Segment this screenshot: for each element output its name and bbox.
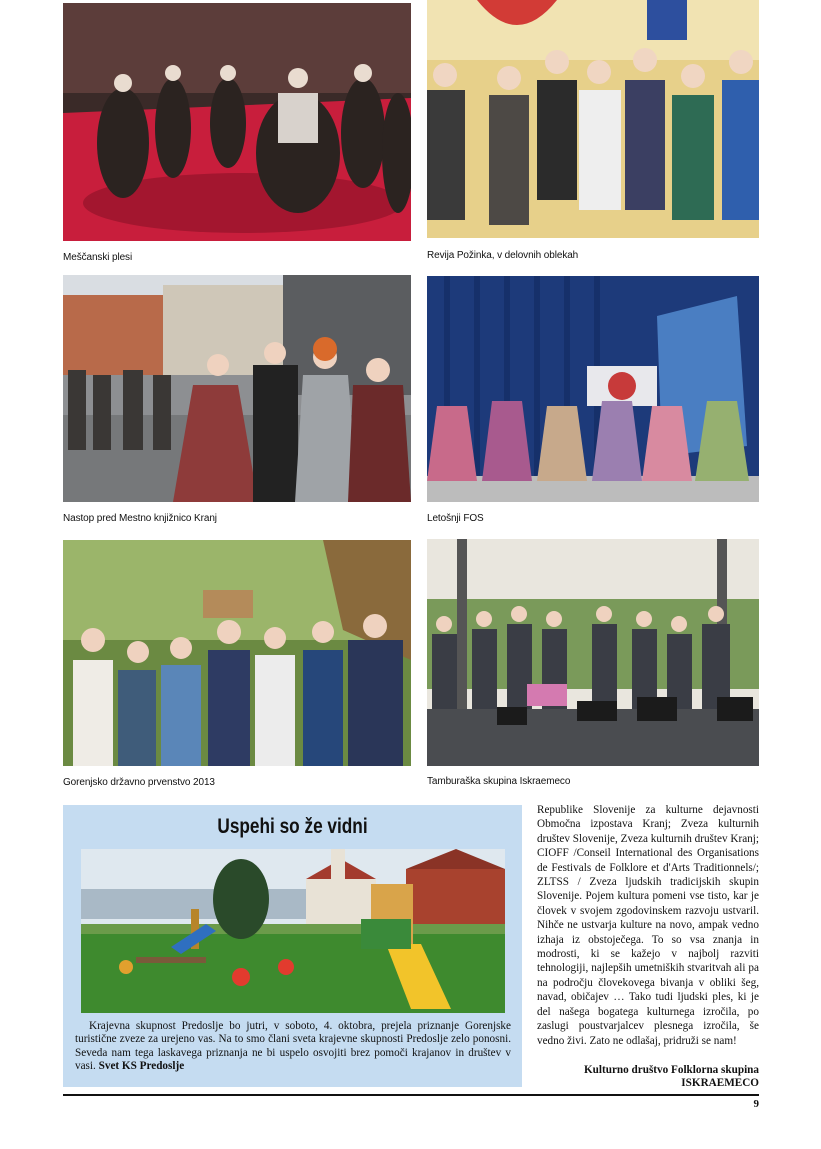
- box-signature: Svet KS Predoslje: [98, 1059, 185, 1072]
- page-number: 9: [753, 1098, 759, 1110]
- signature-line-2: ISKRAEMECO: [681, 1077, 759, 1089]
- box-text: Krajevna skupnost Predoslje bo jutri, v soboto, 4. oktobra, prejela priznanje Gorenjske turistične zveze za urejeno vas. Na to smo člani sveta krajevne skupnosti Predoslje zelo ponosni. Seveda nam tega laskavega priznanja ne bi uspelo osvojiti brez pomoči krajanov in društev v vasi.: [75, 1020, 511, 1072]
- highlight-box: [63, 805, 522, 1087]
- stage-photo: [427, 276, 759, 502]
- photo-caption: Meščanski plesi: [63, 252, 133, 263]
- photo-caption: Revija Požinka, v delovnih oblekah: [427, 250, 579, 261]
- photo-caption: Letošnji FOS: [427, 513, 484, 524]
- signature-line-1: Kulturno društvo Folklorna skupina: [583, 1064, 759, 1076]
- outdoor-group-photo: [63, 540, 411, 766]
- photo-caption: Tamburaška skupina Iskraemeco: [427, 776, 571, 787]
- tamburica-band-photo: [427, 539, 759, 766]
- folk-dance-photo: [63, 3, 411, 241]
- box-title: Uspehi so že vidni: [217, 815, 368, 838]
- work-costume-photo: [427, 0, 759, 238]
- photo-caption: Gorenjsko državno prvenstvo 2013: [63, 777, 215, 788]
- article-column-text: Republike Slovenije za kulturne dejavnosti Območna izpostava Kranj; Zveza kulturnih društev Slovenije, Zveza kulturnih društev Kranj; CIOFF /Conseil International des Organisations de Festivals de Folklore et d'Arts Traditionnels/; ZLTSS / Zveza ljudskih tradicijskih skupin Slovenije. Pojem kultura pomeni vse tisto, kar je človek v svojem zgodovinskem razvoju ustvaril. Nihče ne ustvarja kulture na novo, ampak vedno izhaja iz obstoječega. To so vsa znanja in modrosti, ki se kažejo v najbolj razviti tehnologiji, najlepših umetniških stvaritvah ali pa na področju človekovega bivanja v obliki šeg, navad, običajev … Tako tudi ljudski ples, ki je del našega bogatega kulturnega izročila, po zaslugi poustvarjalcev plesnega izročila, še vedno živi. Zato ne odlašaj, pridruži se nam!: [537, 804, 759, 1047]
- photo-caption: Nastop pred Mestno knjižnico Kranj: [63, 513, 217, 524]
- article-signature: [537, 1064, 759, 1090]
- playground-photo: [81, 849, 505, 1013]
- street-performance-photo: [63, 275, 411, 502]
- box-body: [75, 1020, 511, 1073]
- footer-rule: [63, 1094, 759, 1096]
